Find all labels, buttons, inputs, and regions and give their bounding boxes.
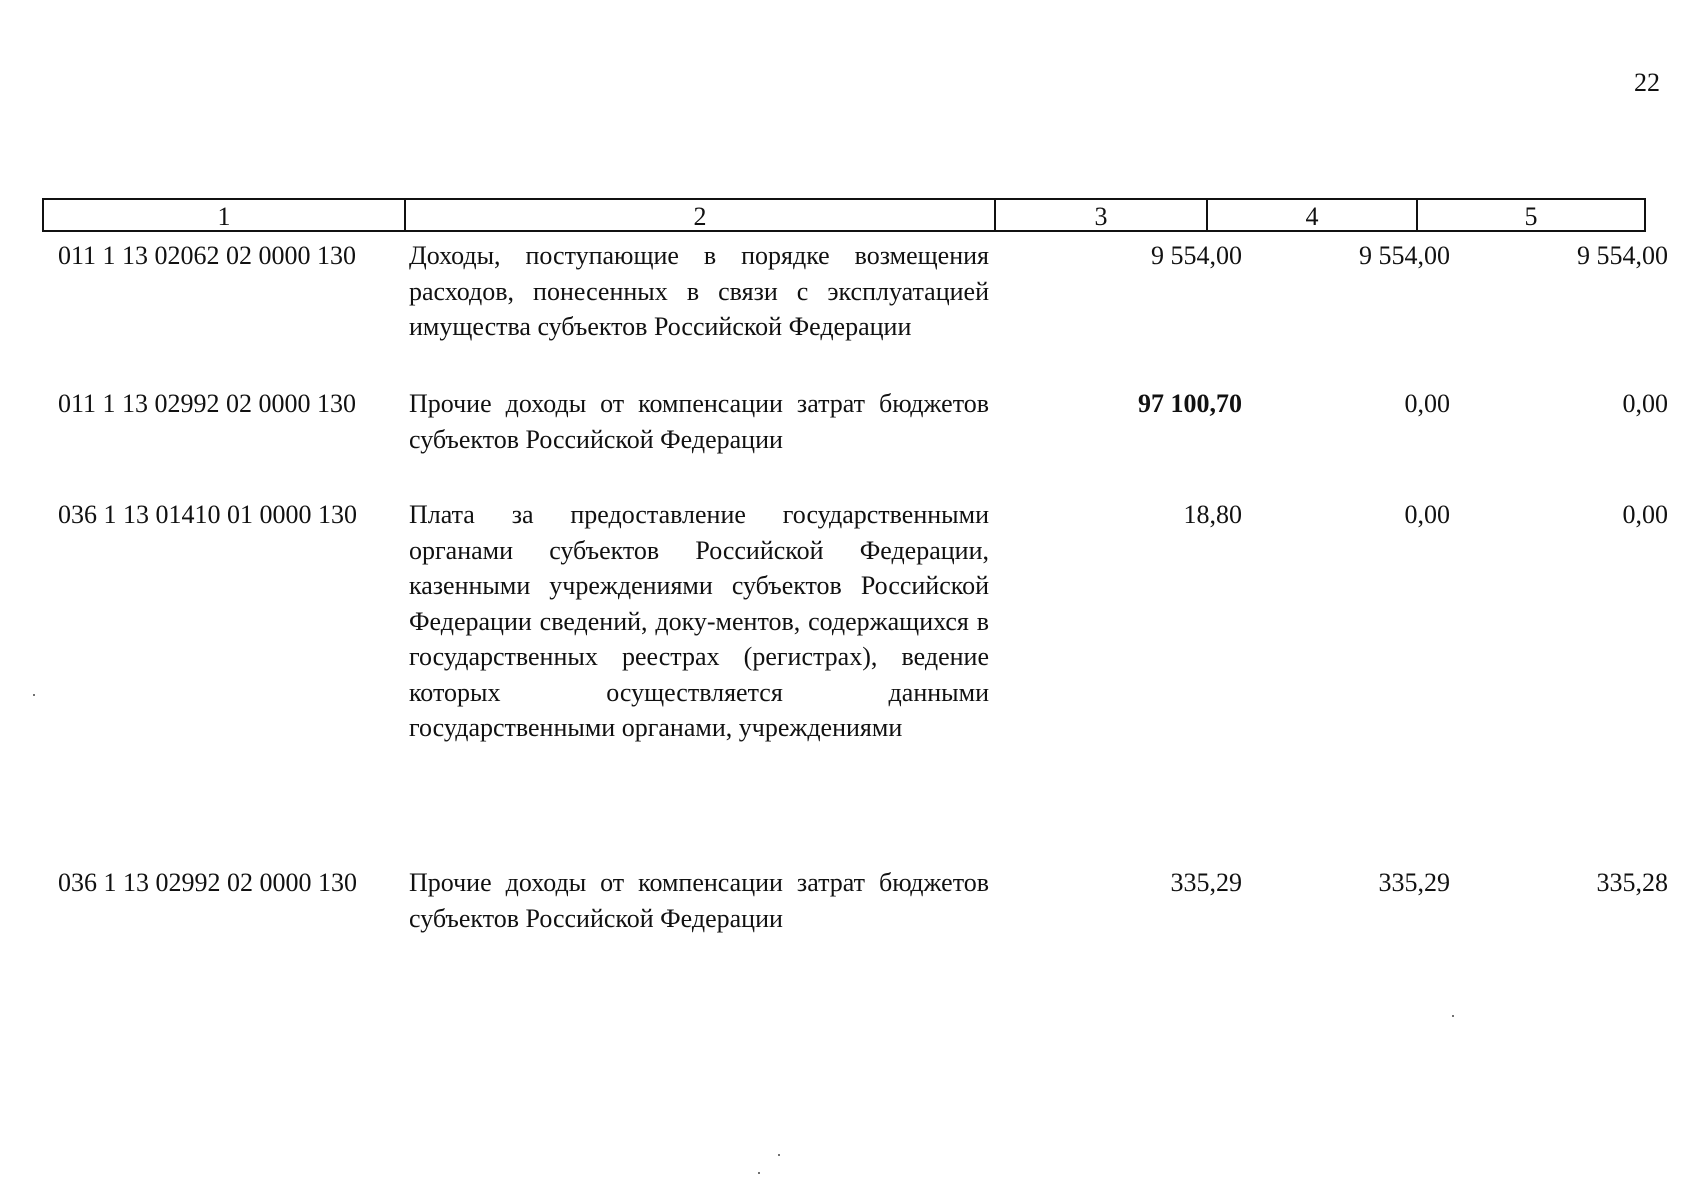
header-col-1: 1 — [44, 200, 406, 230]
header-col-3: 3 — [996, 200, 1208, 230]
row-col4-value: 335,29 — [1378, 868, 1450, 897]
row-col5-value: 335,28 — [1596, 868, 1668, 897]
row-col3-value: 18,80 — [1183, 500, 1242, 529]
header-col-2: 2 — [406, 200, 996, 230]
scan-speck — [778, 1154, 780, 1156]
row-col5-value: 9 554,00 — [1577, 241, 1668, 270]
scan-speck — [758, 1172, 760, 1174]
row-col4-value: 0,00 — [1404, 500, 1450, 529]
header-col-4: 4 — [1208, 200, 1418, 230]
row-description: Прочие доходы от компенсации затрат бюджетов субъектов Российской Федерации — [409, 868, 989, 933]
row-code: 036 1 13 01410 01 0000 130 — [58, 500, 357, 529]
row-col5-value: 0,00 — [1622, 389, 1668, 418]
row-col3-value: 335,29 — [1170, 868, 1242, 897]
row-col3-value: 9 554,00 — [1151, 241, 1242, 270]
scan-speck — [1452, 1015, 1454, 1017]
row-col4-value: 9 554,00 — [1359, 241, 1450, 270]
row-code: 011 1 13 02062 02 0000 130 — [58, 241, 357, 270]
row-col3-value: 97 100,70 — [1138, 389, 1242, 418]
row-description: Прочие доходы от компенсации затрат бюджетов субъектов Российской Федерации — [409, 389, 989, 454]
scan-speck — [33, 694, 35, 696]
row-description: Доходы, поступающие в порядке возмещения расходов, понесенных в связи с эксплуатацией имущества субъектов Российской Федерации — [409, 241, 989, 341]
row-code: 036 1 13 02992 02 0000 130 — [58, 868, 357, 897]
header-col-5: 5 — [1524, 202, 1538, 231]
row-description: Плата за предоставление государственными органами субъектов Российской Федерации, казенными учреждениями субъектов Российской Федерации сведений, доку-ментов, содержащихся в государственных реестрах (регистрах), ведение которых осуществляется данными государственными органами, учреждениями — [409, 500, 989, 742]
row-col5-value: 0,00 — [1622, 500, 1668, 529]
row-col4-value: 0,00 — [1404, 389, 1450, 418]
page-number: 22 — [1634, 68, 1660, 97]
row-code: 011 1 13 02992 02 0000 130 — [58, 389, 357, 418]
table-header — [42, 198, 1646, 232]
